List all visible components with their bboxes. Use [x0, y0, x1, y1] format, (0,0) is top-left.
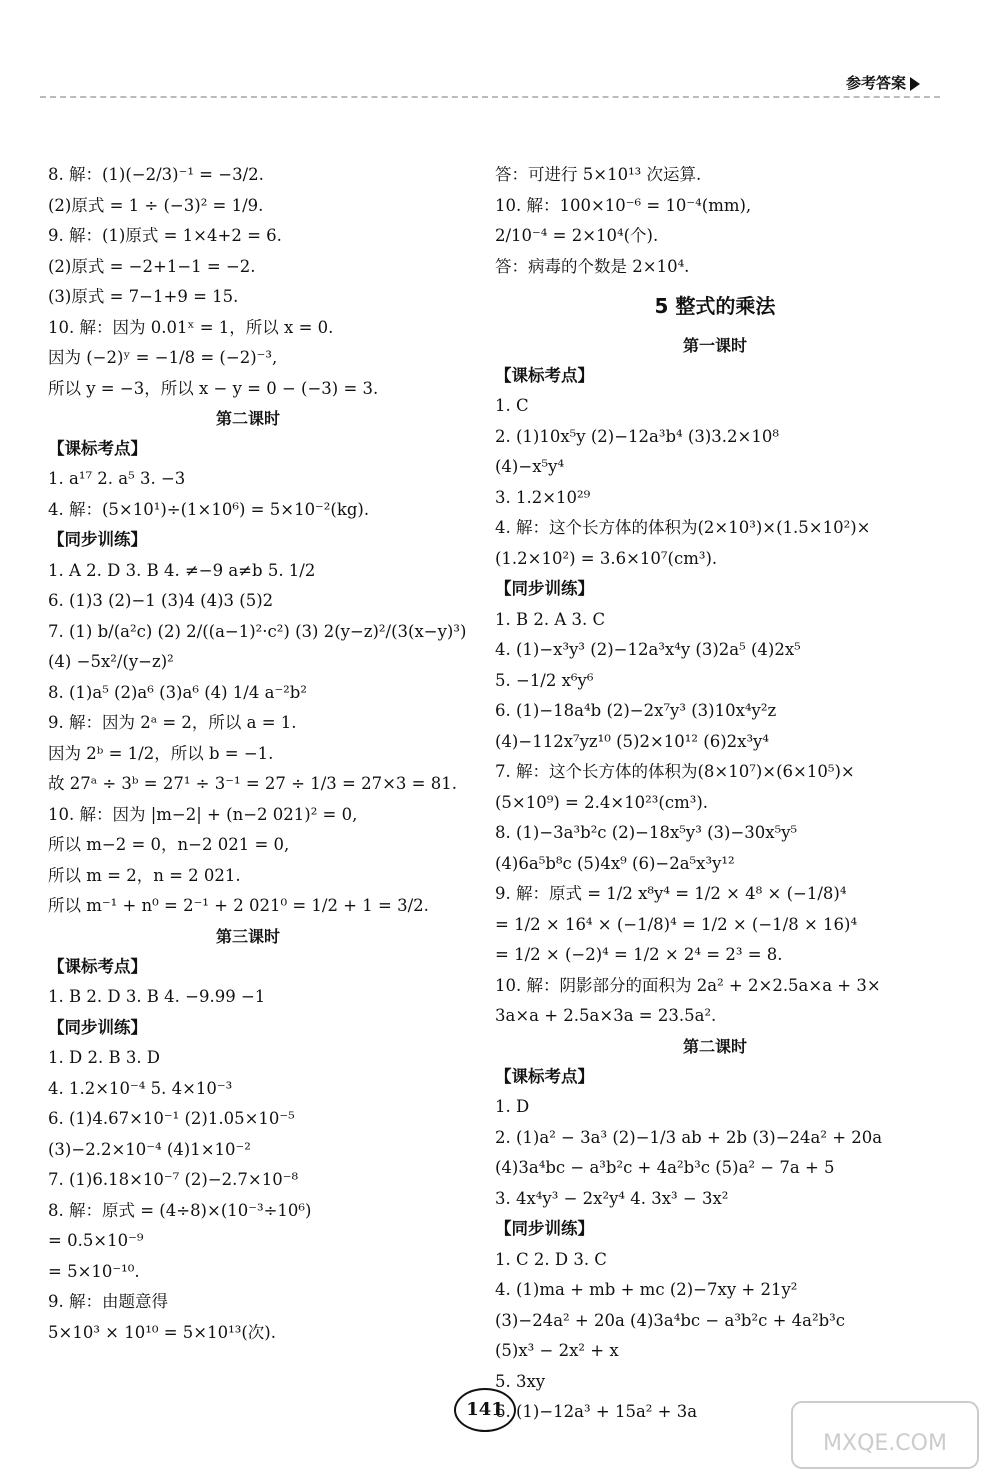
answer-line: (4)6a⁵b⁸c (5)4x⁹ (6)−2a⁵x³y¹²: [495, 853, 735, 873]
section-title: 第三课时: [215, 926, 280, 946]
answer-line: 9. 解：(1)原式 = 1×4+2 = 6.: [48, 226, 282, 246]
answer-line: = 1/2 × 16⁴ × (−1/8)⁴ = 1/2 × (−1/8 × 16)⁴: [495, 914, 858, 934]
section-title: 第一课时: [682, 336, 747, 356]
answer-line: 10. 解：100×10⁻⁶ = 10⁻⁴(mm),: [495, 195, 752, 215]
answer-line: (3)−24a² + 20a (4)3a⁴bc − a³b²c + 4a²b³c: [495, 1310, 846, 1330]
answer-line: 10. 解：因为 0.01ˣ = 1，所以 x = 0.: [48, 317, 334, 337]
answer-line: 4. 1.2×10⁻⁴ 5. 4×10⁻³: [48, 1078, 233, 1098]
right-column: [495, 160, 935, 1428]
answer-line: 4. 解：(5×10¹)÷(1×10⁶) = 5×10⁻²(kg).: [48, 499, 370, 519]
answer-line: 2. (1)10x⁵y (2)−12a³b⁴ (3)3.2×10⁸: [495, 426, 779, 446]
svg-text:MXQE.COM: MXQE.COM: [823, 1431, 947, 1456]
answer-line: 1. A 2. D 3. B 4. ≠−9 a≠b 5. 1/2: [48, 560, 316, 580]
answer-line: 1. a¹⁷ 2. a⁵ 3. −3: [48, 469, 186, 489]
page-number: 141: [454, 1388, 516, 1432]
answer-line: 3. 4x⁴y³ − 2x²y⁴ 4. 3x³ − 3x²: [495, 1188, 729, 1208]
answer-line: 1. B 2. A 3. C: [495, 609, 606, 629]
section-tag: 【同步训练】: [48, 1017, 147, 1037]
answer-line: 3. 1.2×10²⁹: [495, 487, 591, 507]
answer-line: 因为 2ᵇ = 1/2，所以 b = −1.: [48, 743, 274, 763]
answer-line: 所以 m = 2，n = 2 021.: [48, 865, 241, 885]
section-tag: 【课标考点】: [48, 956, 147, 976]
section-tag: 【课标考点】: [495, 1066, 594, 1086]
answer-line: 5×10³ × 10¹⁰ = 5×10¹³(次).: [48, 1322, 276, 1342]
answer-line: (3)原式 = 7−1+9 = 15.: [48, 287, 239, 307]
answer-line: 8. (1)−3a³b²c (2)−18x⁵y³ (3)−30x⁵y⁵: [495, 823, 798, 843]
section-tag: 【课标考点】: [495, 365, 594, 385]
arrow-icon: [910, 77, 920, 91]
answer-line: 答：病毒的个数是 2×10⁴.: [495, 256, 690, 276]
header-label: [846, 72, 920, 93]
header-text: 参考答案: [845, 74, 906, 92]
answer-line: 6. (1)4.67×10⁻¹ (2)1.05×10⁻⁵: [48, 1109, 295, 1129]
answer-line: 7. (1) b/(a²c) (2) 2/((a−1)²·c²) (3) 2(y−z)²/(3(x−y)³): [48, 621, 467, 641]
answer-line: 6. (1)3 (2)−1 (3)4 (4)3 (5)2: [48, 591, 274, 611]
answer-line: 1. B 2. D 3. B 4. −9.99 −1: [48, 987, 266, 1007]
section-title: 5 整式的乘法: [654, 294, 776, 319]
answer-line: 故 27ᵃ ÷ 3ᵇ = 27¹ ÷ 3⁻¹ = 27 ÷ 1/3 = 27×3 = 81.: [48, 774, 457, 794]
answer-line: (2)原式 = 1 ÷ (−3)² = 1/9.: [48, 195, 264, 215]
section-tag: 【同步训练】: [495, 579, 594, 599]
answer-line: 6. (1)−18a⁴b (2)−2x⁷y³ (3)10x⁴y²z: [495, 701, 777, 721]
section-tag: 【同步训练】: [48, 530, 147, 550]
answer-line: (5)x³ − 2x² + x: [495, 1341, 619, 1361]
answer-line: 10. 解：因为 |m−2| + (n−2 021)² = 0,: [48, 804, 358, 824]
answer-line: 9. 解：由题意得: [48, 1292, 168, 1312]
answer-line: 4. 解：这个长方体的体积为(2×10³)×(1.5×10²)×: [495, 518, 871, 538]
left-column: [48, 160, 467, 1348]
answer-line: 8. (1)a⁵ (2)a⁶ (3)a⁶ (4) 1/4 a⁻²b²: [48, 682, 307, 702]
answer-line: 所以 m⁻¹ + n⁰ = 2⁻¹ + 2 021⁰ = 1/2 + 1 = 3/2.: [48, 896, 429, 916]
section-tag: 【课标考点】: [48, 438, 147, 458]
section-tag: 【同步训练】: [495, 1219, 594, 1239]
answer-line: 8. 解：原式 = (4÷8)×(10⁻³÷10⁶): [48, 1200, 312, 1220]
answer-line: 9. 解：因为 2ᵃ = 2，所以 a = 1.: [48, 713, 297, 733]
answer-line: = 1/2 × (−2)⁴ = 1/2 × 2⁴ = 2³ = 8.: [495, 945, 783, 965]
answer-line: 5. −1/2 x⁶y⁶: [495, 670, 594, 690]
answer-line: 1. C 2. D 3. C: [495, 1249, 607, 1269]
answer-line: 3a×a + 2.5a×3a = 23.5a².: [495, 1006, 717, 1026]
section-title: 第二课时: [682, 1037, 747, 1056]
answer-line: 10. 解：阴影部分的面积为 2a² + 2×2.5a×a + 3×: [495, 975, 881, 995]
answer-line: 7. (1)6.18×10⁻⁷ (2)−2.7×10⁻⁸: [48, 1170, 299, 1190]
answer-line: = 0.5×10⁻⁹: [48, 1231, 144, 1251]
answer-line: 1. D 2. B 3. D: [48, 1048, 161, 1068]
answer-line: 8. 解：(1)(−2/3)⁻¹ = −3/2.: [48, 165, 264, 184]
watermark-logo: [790, 1400, 980, 1470]
answer-line: = 5×10⁻¹⁰.: [48, 1261, 140, 1281]
answer-line: 所以 m−2 = 0，n−2 021 = 0,: [48, 835, 290, 855]
answer-line: 因为 (−2)ʸ = −1/8 = (−2)⁻³,: [48, 348, 278, 368]
answer-line: 9. 解：原式 = 1/2 x⁸y⁴ = 1/2 × 4⁸ × (−1/8)⁴: [495, 884, 847, 904]
answer-line: 6. (1)−12a³ + 15a² + 3a: [495, 1402, 698, 1422]
answer-line: (4)−112x⁷yz¹⁰ (5)2×10¹² (6)2x³y⁴: [495, 731, 769, 751]
header-rule: [40, 96, 940, 98]
answer-line: (4)3a⁴bc − a³b²c + 4a²b³c (5)a² − 7a + 5: [495, 1158, 835, 1178]
answer-line: 4. (1)ma + mb + mc (2)−7xy + 21y²: [495, 1280, 798, 1300]
answer-line: (3)−2.2×10⁻⁴ (4)1×10⁻²: [48, 1139, 251, 1159]
answer-line: 1. D: [495, 1097, 530, 1117]
answer-line: (1.2×10²) = 3.6×10⁷(cm³).: [495, 548, 718, 568]
answer-line: (4)−x⁵y⁴: [495, 457, 565, 477]
answer-line: (2)原式 = −2+1−1 = −2.: [48, 256, 256, 276]
answer-line: 5. 3xy: [495, 1371, 546, 1391]
answer-line: 2. (1)a² − 3a³ (2)−1/3 ab + 2b (3)−24a² + 20a: [495, 1127, 883, 1147]
answer-line: (4) −5x²/(y−z)²: [48, 652, 174, 672]
section-title: 第二课时: [215, 409, 280, 429]
answer-line: 2/10⁻⁴ = 2×10⁴(个).: [495, 226, 659, 246]
answer-line: 4. (1)−x³y³ (2)−12a³x⁴y (3)2a⁵ (4)2x⁵: [495, 640, 801, 660]
answer-line: 所以 y = −3，所以 x − y = 0 − (−3) = 3.: [48, 378, 379, 398]
answer-line: 7. 解：这个长方体的体积为(8×10⁷)×(6×10⁵)×: [495, 762, 855, 782]
answer-line: (5×10⁹) = 2.4×10²³(cm³).: [495, 792, 709, 812]
answer-line: 1. C: [495, 396, 529, 416]
answer-line: 答：可进行 5×10¹³ 次运算.: [495, 165, 702, 184]
